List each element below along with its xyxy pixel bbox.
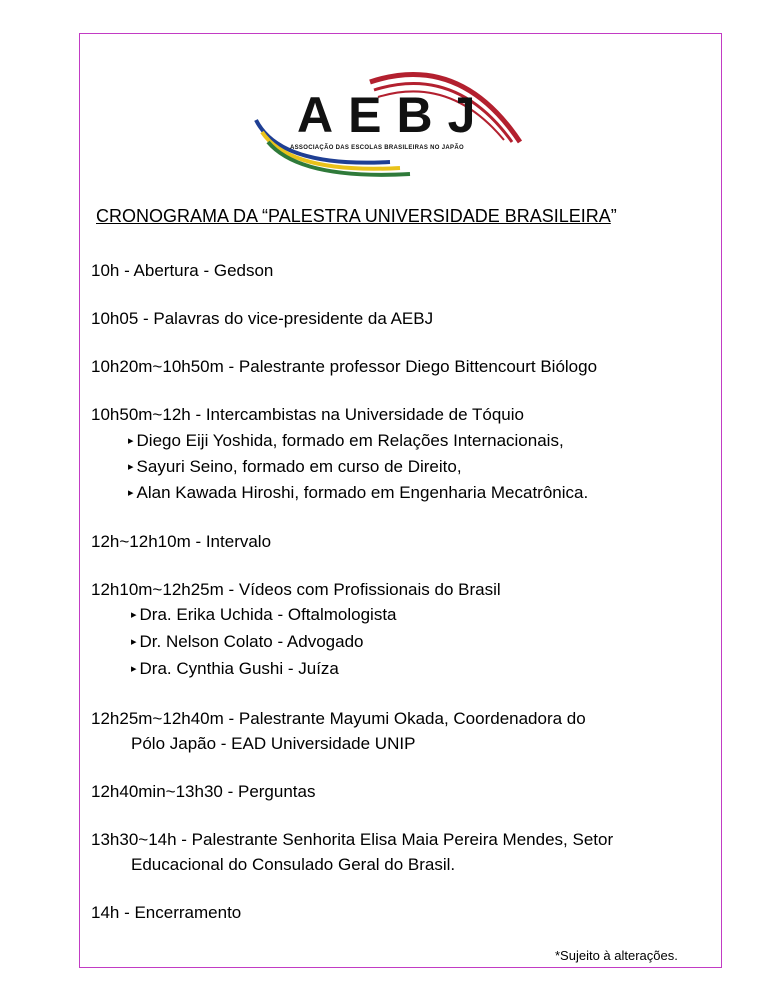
schedule-item: 10h20m~10h50m - Palestrante professor Diego Bittencourt Biólogo — [91, 357, 598, 376]
schedule-item: 10h05 - Palavras do vice-presidente da AEBJ — [91, 309, 434, 328]
schedule-subitem: ▸ Dra. Cynthia Gushi - Juíza — [131, 659, 339, 681]
schedule-item: 12h10m~12h25m - Vídeos com Profissionais do Brasil — [91, 580, 501, 599]
schedule-item: 12h~12h10m - Intervalo — [91, 532, 272, 551]
schedule-item-continued: Pólo Japão - EAD Universidade UNIP — [131, 734, 416, 753]
page-title: CRONOGRAMA DA “PALESTRA UNIVERSIDADE BRASILEIRA” — [96, 206, 617, 226]
logo-subtitle: ASSOCIAÇÃO DAS ESCOLAS BRASILEIRAS NO JAPÃO — [290, 145, 464, 151]
schedule-subitem: ▸ Diego Eiji Yoshida, formado em Relações Internacionais, — [128, 431, 564, 453]
schedule-item: 10h - Abertura - Gedson — [91, 261, 274, 280]
schedule-subitem: ▸ Sayuri Seino, formado em curso de Direito, — [128, 457, 462, 479]
disclaimer-note: *Sujeito à alterações. — [555, 948, 678, 963]
schedule-subitem: ▸ Dra. Erika Uchida - Oftalmologista — [131, 605, 397, 627]
logo-letters: AEBJ — [297, 87, 491, 143]
schedule-item: 14h - Encerramento — [91, 903, 242, 922]
schedule-item: 10h50m~12h - Intercambistas na Universidade de Tóquio — [91, 405, 524, 424]
schedule-item-continued: Educacional do Consulado Geral do Brasil. — [131, 855, 456, 874]
schedule-item: 12h25m~12h40m - Palestrante Mayumi Okada, Coordenadora do — [91, 709, 586, 728]
schedule-subitem: ▸ Alan Kawada Hiroshi, formado em Engenharia Mecatrônica. — [128, 483, 588, 505]
schedule-item: 13h30~14h - Palestrante Senhorita Elisa Maia Pereira Mendes, Setor — [91, 830, 614, 849]
schedule-subitem: ▸ Dr. Nelson Colato - Advogado — [131, 632, 364, 654]
aebj-logo — [250, 60, 522, 186]
schedule-item: 12h40min~13h30 - Perguntas — [91, 782, 316, 801]
